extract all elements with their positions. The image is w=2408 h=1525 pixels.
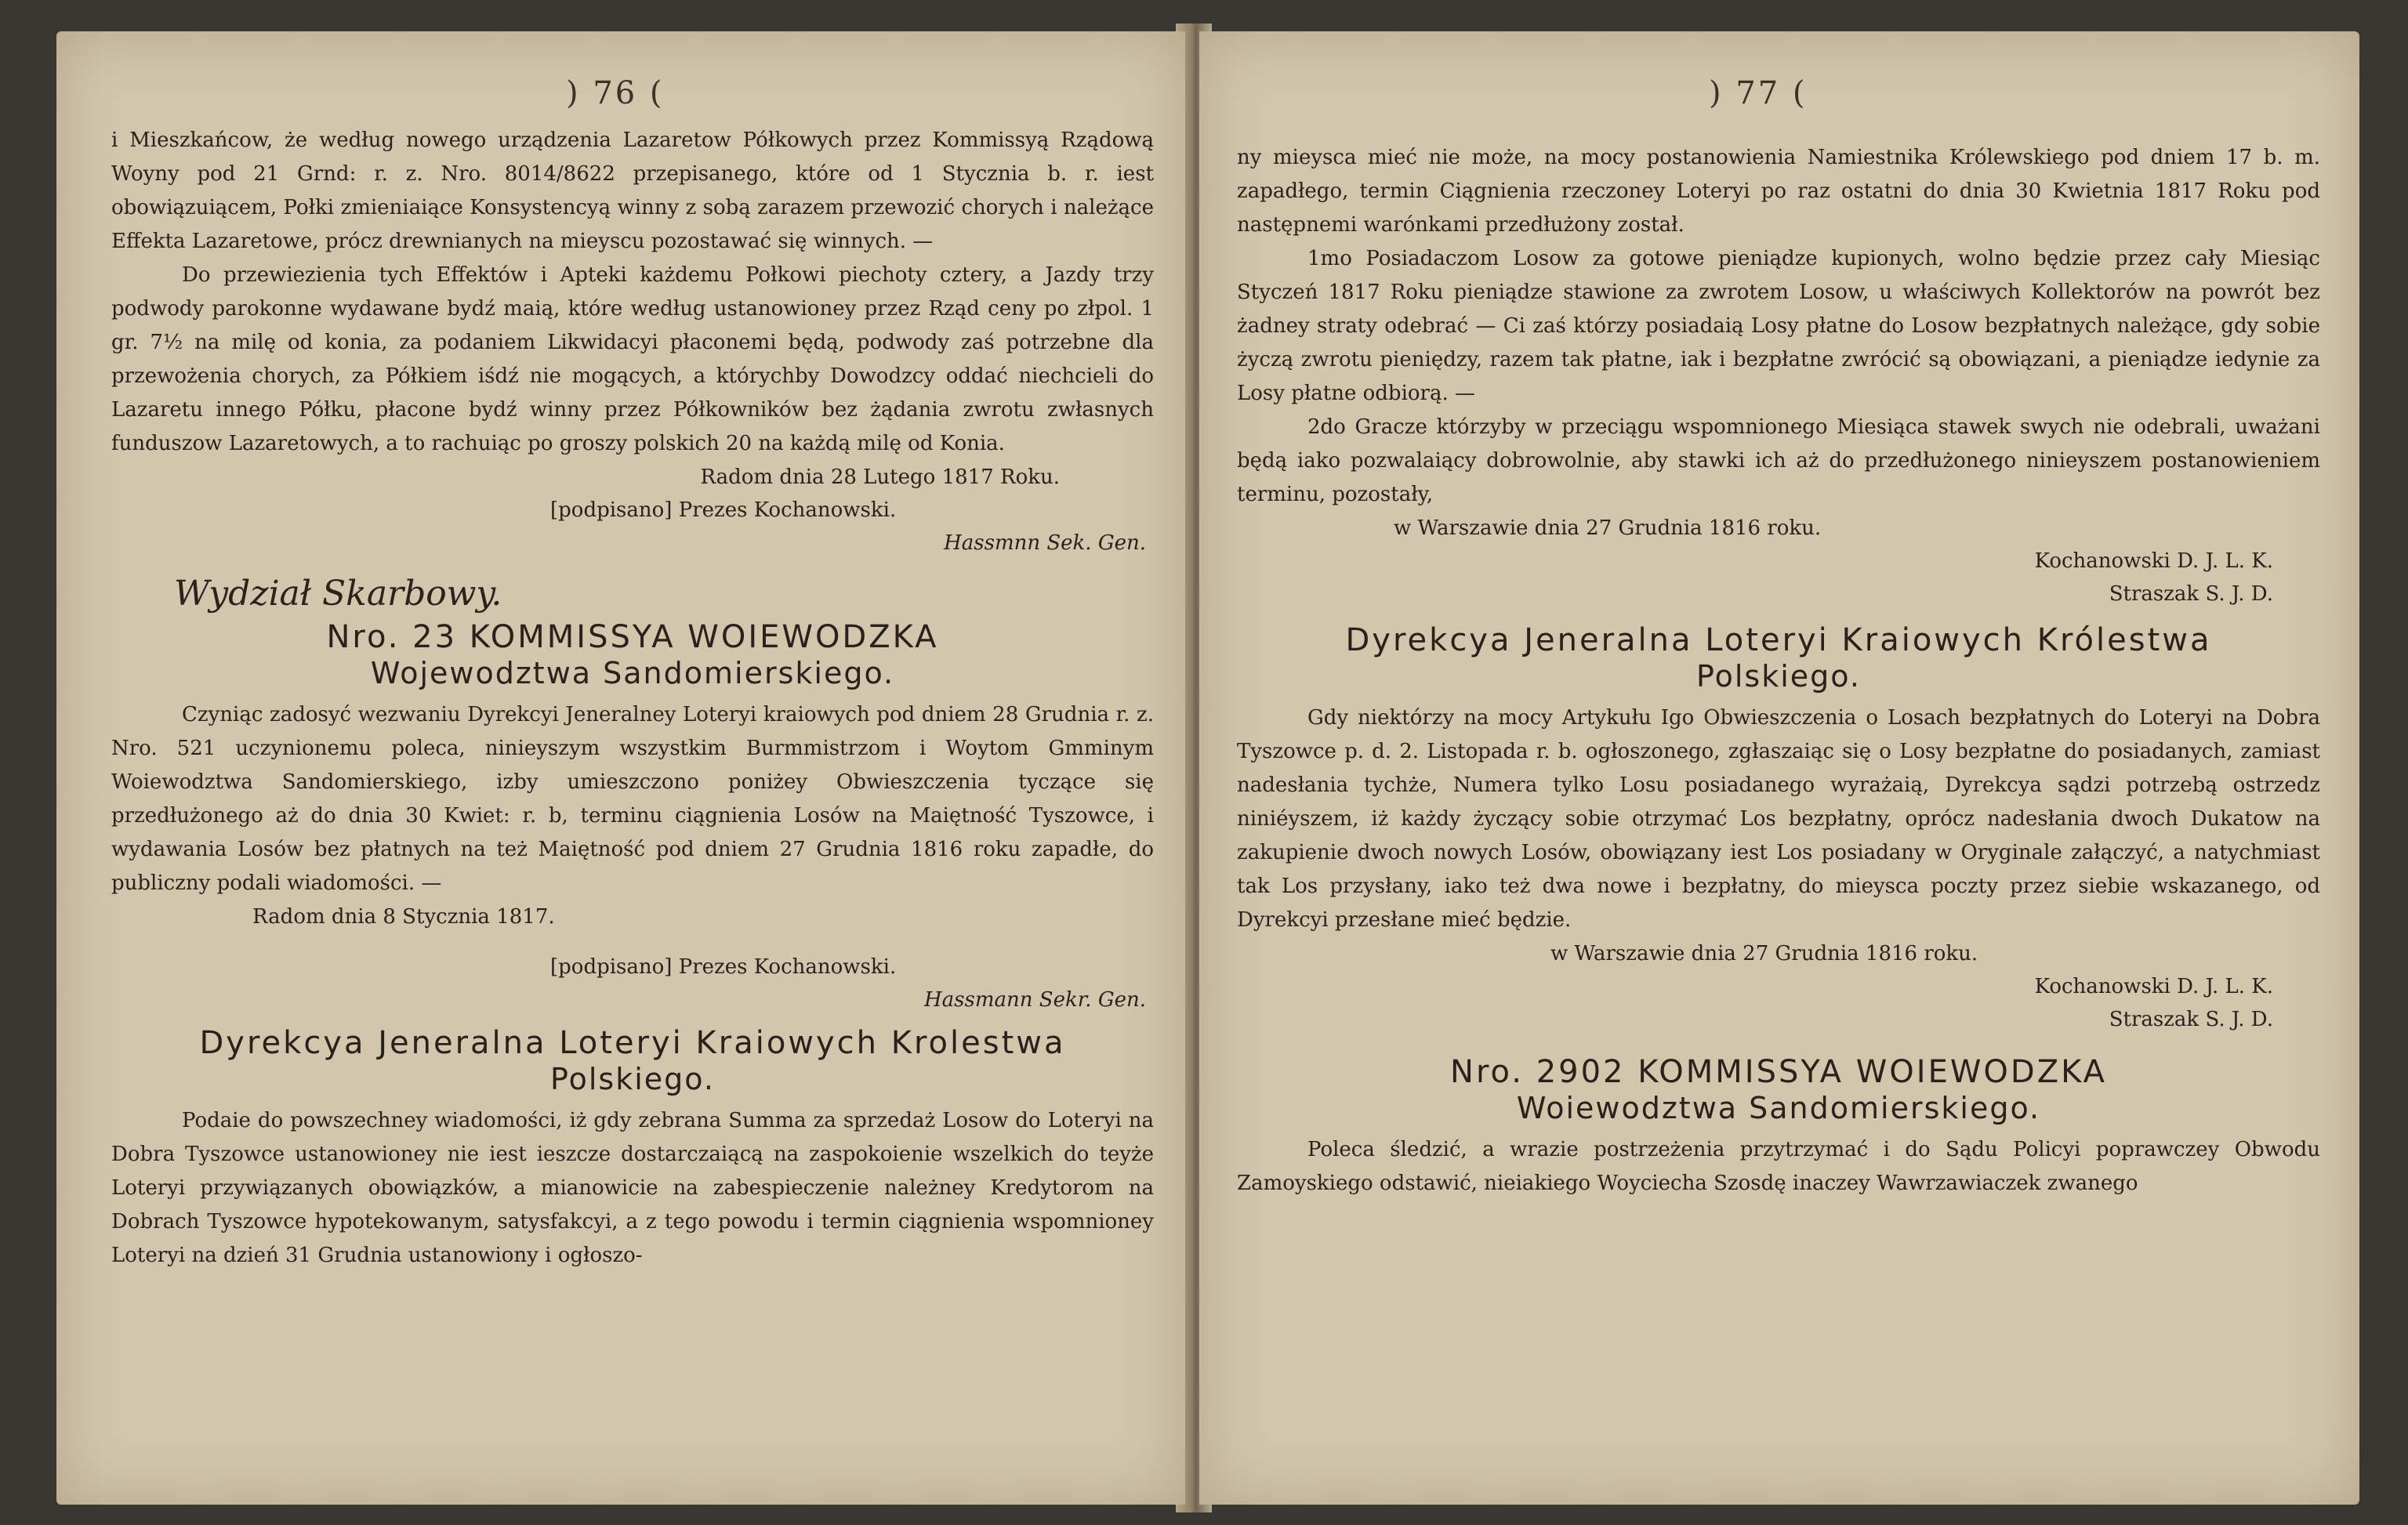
right-place-date-1: w Warszawie dnia 27 Grudnia 1816 roku. (1394, 516, 1822, 540)
right-heading-1: Dyrekcya Jeneralna Loteryi Kraiowych Królestwa (1345, 622, 2212, 658)
left-page-number: ) 76 ( (566, 75, 665, 111)
left-page-content (111, 124, 1154, 1273)
left-secretary-1: Hassmnn Sek. Gen. (944, 531, 1146, 555)
right-page-number: ) 77 ( (1709, 75, 1808, 111)
right-signature-1a: Kochanowski D. J. L. K. (2034, 549, 2273, 573)
left-paragraph-2: Do przewiezienia tych Effektów i Apteki każdemu Połkowi piechoty cztery, a Jazdy trzy podwody parokonne wydawane bydź maią, które według ustanowioney przez Rząd ceny po złpol. 1 gr. 7½ na milę od konia, za podaniem Likwidacyi płaconemi będą, podwody zaś potrzebne dla przewożenia chorych, za Półkiem iśdź nie mogących, a którychby Dowodzcy oddać niechcieli do Lazaretu innego Półku, płacone bydź winny przez Półkowników bez żądania zwrotu zwłasnych funduszow Lazaretowych, a to rachuiąc po groszy polskich 20 na każdą milę od Konia. (111, 263, 1154, 455)
left-place-date-2: Radom dnia 8 Stycznia 1817. (252, 905, 555, 929)
left-subheading-2: Polskiego. (550, 1062, 715, 1096)
left-paragraph-3: Czyniąc zadosyć wezwaniu Dyrekcyi Jeneralney Loteryi kraiowych pod dniem 28 Grudnia r. z. Nro. 521 uczynionemu poleca, ninieyszym wszystkim Burmmistrzom i Woytom Gmminym Woiewodztwa Sandomierskiego, izby umieszczono poniżey Obwieszczenia tyczące się przedłużonego aż do dnia 30 Kwiet: r. b, terminu ciągnienia Losów na Maiętność Tyszowce, i wydawania Losów bez płatnych na też Maiętność pod dniem 27 Grudnia 1816 roku zapadłe, do publiczny podali wiadomości. — (111, 703, 1154, 895)
left-subheading-1: Wojewodztwa Sandomierskiego. (370, 656, 895, 690)
department-title: Wydział Skarbowy. (174, 574, 502, 614)
right-heading-2: Nro. 2902 KOMMISSYA WOIEWODZKA (1450, 1054, 2107, 1090)
right-paragraph-2: 1mo Posiadaczom Losow za gotowe pieniądze kupionych, wolno będzie przez cały Miesiąc Styczeń 1817 Roku pieniądze stawione za zwrotem Losow, u właściwych Kollektorów na powrót bez żadney straty odebrać — Ci zaś którzy posiadaią Losy płatne do Losow bezpłatnych należące, gdy sobie życzą zwrotu pieniędzy, razem tak płatne, iak i bezpłatne zwrócić są obowiązani, a pieniądze iedynie za Losy płatne odbiorą. — (1237, 247, 2320, 405)
left-page (56, 31, 1185, 1505)
right-place-date-2: w Warszawie dnia 27 Grudnia 1816 roku. (1550, 942, 1978, 965)
left-secretary-2: Hassmann Sekr. Gen. (924, 988, 1146, 1012)
right-paragraph-3: 2do Gracze którzyby w przeciągu wspomnionego Miesiąca stawek swych nie odebrali, uważani będą iako pozwalaiący dobrowolnie, aby stawki ich aż do przedłużonego ninieyszem postanowieniem terminu, pozostały, (1237, 415, 2320, 506)
right-page-content (1237, 141, 2320, 1201)
left-paragraph-4: Podaie do powszechney wiadomości, iż gdy zebrana Summa za sprzedaż Losow do Loteryi na Dobra Tyszowce ustanowioney nie iest ieszcze dostarczaiącą na zaspokoienie wszelkich do teyże Loteryi przywiązanych obowiązków, a mianowicie na zabespieczenie należney Kredytorom na Dobrach Tyszowce hypotekowanym, satysfakcyi, a z tego powodu i termin ciągnienia wspomnioney Loteryi na dzień 31 Grudnia ustanowiony i ogłoszo- (111, 1109, 1154, 1267)
left-heading-1: Nro. 23 KOMMISSYA WOIEWODZKA (326, 619, 939, 655)
left-heading-2: Dyrekcya Jeneralna Loteryi Kraiowych Krolestwa (199, 1025, 1066, 1061)
right-paragraph-1: ny mieysca mieć nie może, na mocy postanowienia Namiestnika Królewskiego pod dniem 17 b. m. zapadłego, termin Ciągnienia rzeczoney Loteryi po raz ostatni do dnia 30 Kwietnia 1817 Roku pod następnemi warónkami przedłużony został. (1237, 146, 2320, 237)
left-paragraph-1: i Mieszkańcow, że według nowego urządzenia Lazaretow Półkowych przez Kommissyą Rządową Woyny pod 21 Grnd: r. z. Nro. 8014/8622 przepisanego, które od 1 Stycznia b. r. iest obowiązuiącem, Połki zmieniaiące Konsystencyą winny z sobą zarazem przewozić chorych i należące Effekta Lazaretowe, prócz drewnianych na mieyscu pozostawać się winnych. — (111, 129, 1154, 253)
right-subheading-1: Polskiego. (1696, 659, 1861, 694)
left-place-date-1: Radom dnia 28 Lutego 1817 Roku. (700, 465, 1060, 489)
right-signature-2a: Kochanowski D. J. L. K. (2034, 975, 2273, 998)
right-paragraph-5: Poleca śledzić, a wrazie postrzeżenia przytrzymać i do Sądu Policyi poprawczey Obwodu Zamoyskiego odstawić, nieiakiego Woyciecha Szosdę inaczey Wawrzawiaczek zwanego (1237, 1138, 2320, 1195)
right-page (1199, 31, 2359, 1505)
left-signature-1: [podpisano] Prezes Kochanowski. (550, 498, 897, 522)
left-signature-2: [podpisano] Prezes Kochanowski. (550, 955, 897, 979)
right-paragraph-4: Gdy niektórzy na mocy Artykułu Igo Obwieszczenia o Losach bezpłatnych do Loteryi na Dobra Tyszowce p. d. 2. Listopada r. b. ogłoszonego, zgłaszaiąc się o Losy bezpłatne do posiadanych, zamiast nadesłania tychże, Numera tylko Losu posiadanego wyrażaią, Dyrekcya sądzi potrzebą ostrzedz niniéyszem, iż każdy życzący sobie otrzymać Los bezpłatny, oprócz nadesłania dwoch Dukatow na zakupienie dwoch nowych Losów, obowiązany iest Los posiadany w Oryginale załączyć, a natychmiast tak Los przysłany, iako też dwa nowe i bezpłatny, do mieysca poczty przez siebie wskazanego, od Dyrekcyi przesłane mieć będzie. (1237, 706, 2320, 932)
right-signature-1b: Straszak S. J. D. (2109, 582, 2273, 606)
right-signature-2b: Straszak S. J. D. (2109, 1008, 2273, 1031)
right-subheading-2: Woiewodztwa Sandomierskiego. (1516, 1091, 2041, 1125)
